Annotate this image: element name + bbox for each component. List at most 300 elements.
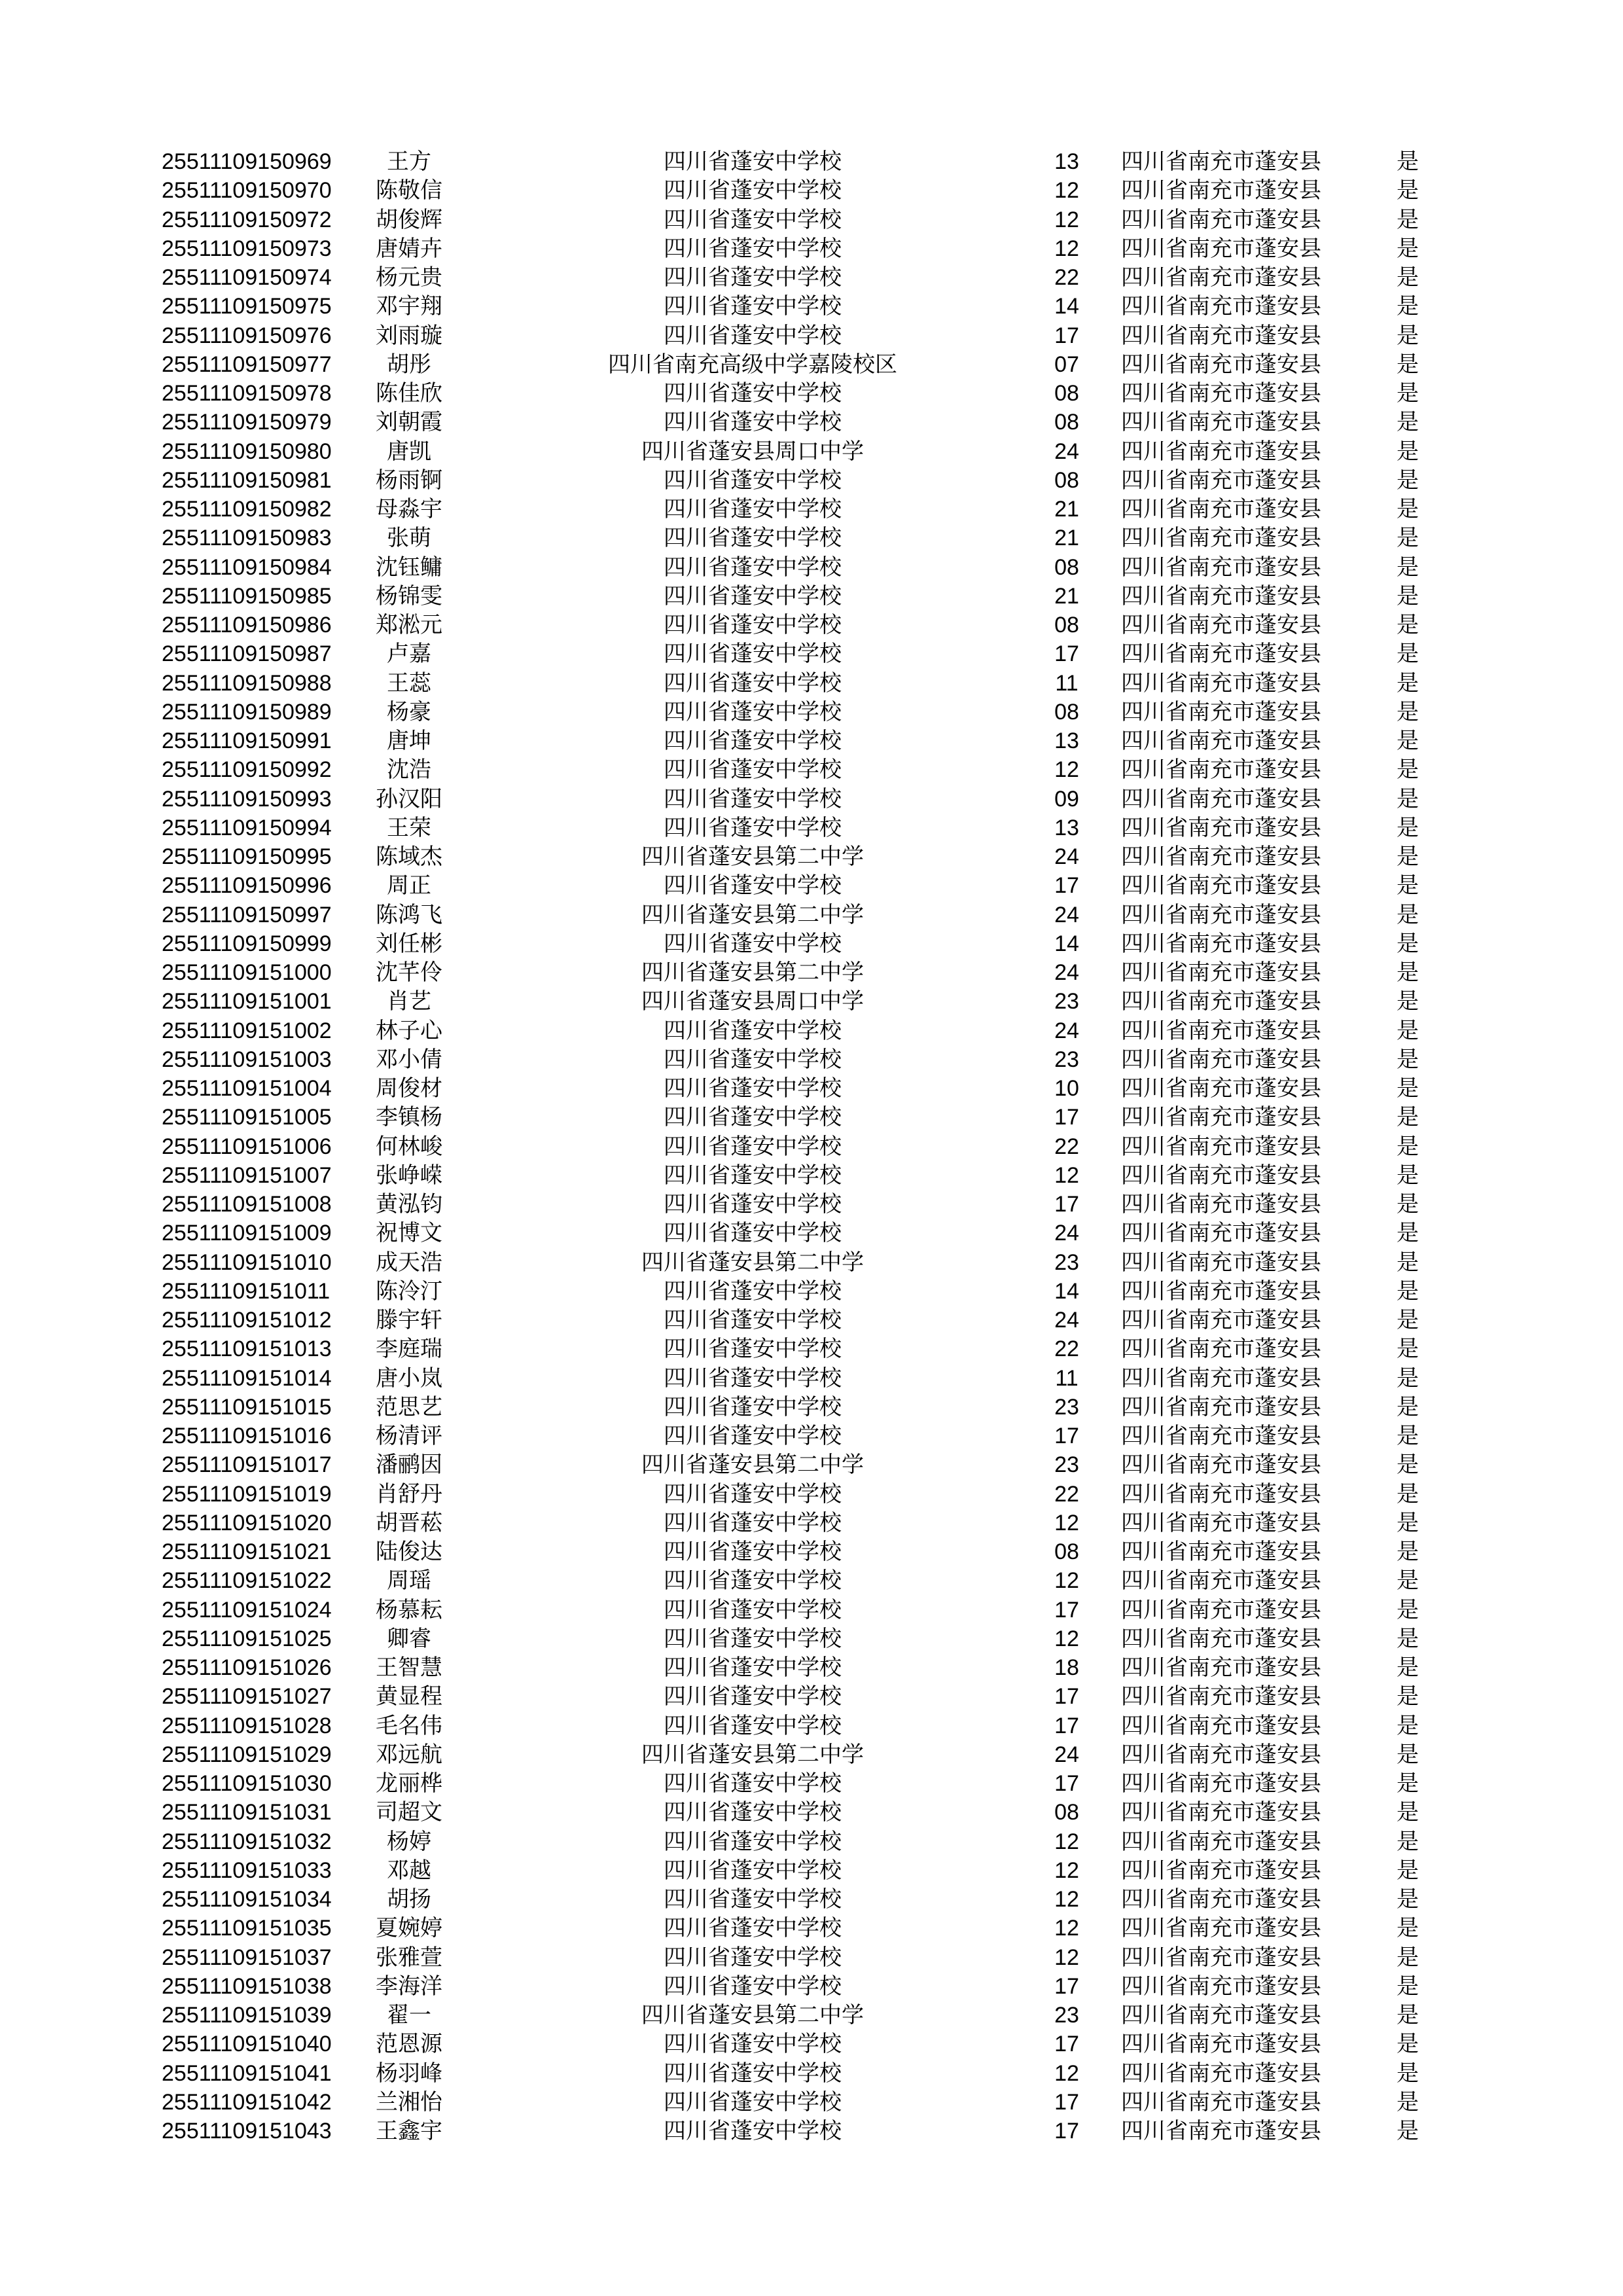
student-name-cell: 何林峻 [376, 1134, 442, 1159]
region-cell: 四川省南充市蓬安县 [1121, 351, 1321, 377]
table-row [0, 379, 1623, 408]
candidate-id-cell: 25511109151031 [162, 1800, 332, 1825]
student-name-cell: 沈芊伶 [376, 960, 442, 985]
school-cell: 四川省蓬安中学校 [664, 1829, 842, 1854]
school-cell: 四川省蓬安中学校 [664, 1800, 842, 1825]
table-row [0, 1712, 1623, 1740]
candidate-id-cell: 25511109150984 [162, 554, 332, 580]
candidate-id-cell: 25511109150993 [162, 786, 332, 812]
student-name-cell: 胡晋菘 [376, 1510, 442, 1535]
table-row [0, 987, 1623, 1016]
candidate-id-cell: 25511109150992 [162, 757, 332, 783]
school-cell: 四川省蓬安中学校 [664, 410, 842, 435]
flag-cell: 是 [1397, 1655, 1419, 1680]
region-cell: 四川省南充市蓬安县 [1121, 526, 1321, 551]
region-cell: 四川省南充市蓬安县 [1121, 699, 1321, 725]
student-name-cell: 王蕊 [387, 670, 431, 696]
student-name-cell: 母淼宇 [376, 497, 442, 522]
code-cell: 23 [1054, 1047, 1079, 1072]
table-row [0, 1161, 1623, 1190]
student-name-cell: 翟一 [387, 2003, 431, 2028]
student-name-cell: 周瑶 [387, 1568, 431, 1594]
code-cell: 24 [1054, 439, 1079, 464]
school-cell: 四川省蓬安县第二中学 [641, 2003, 864, 2028]
flag-cell: 是 [1397, 1857, 1419, 1883]
table-row [0, 408, 1623, 437]
flag-cell: 是 [1397, 786, 1419, 812]
student-name-cell: 张雅萱 [376, 1945, 442, 1970]
region-cell: 四川省南充市蓬安县 [1121, 1452, 1321, 1478]
code-cell: 17 [1054, 1713, 1079, 1738]
code-cell: 17 [1054, 1684, 1079, 1710]
school-cell: 四川省蓬安中学校 [664, 2119, 842, 2144]
school-cell: 四川省蓬安中学校 [664, 1481, 842, 1507]
table-row [0, 1943, 1623, 1972]
code-cell: 11 [1055, 670, 1079, 696]
school-cell: 四川省蓬安中学校 [664, 1684, 842, 1710]
region-cell: 四川省南充市蓬安县 [1121, 1047, 1321, 1072]
region-cell: 四川省南充市蓬安县 [1121, 1481, 1321, 1507]
code-cell: 24 [1054, 960, 1079, 985]
region-cell: 四川省南充市蓬安县 [1121, 1336, 1321, 1362]
table-row [0, 2059, 1623, 2088]
candidate-id-cell: 25511109151041 [162, 2060, 332, 2086]
table-row [0, 1682, 1623, 1711]
region-cell: 四川省南充市蓬安县 [1121, 2119, 1321, 2144]
student-name-cell: 李镇杨 [376, 1105, 442, 1130]
table-row [0, 1335, 1623, 1363]
code-cell: 08 [1054, 381, 1079, 406]
code-cell: 18 [1054, 1655, 1079, 1680]
region-cell: 四川省南充市蓬安县 [1121, 728, 1321, 753]
table-row [0, 1827, 1623, 1856]
flag-cell: 是 [1397, 1973, 1419, 1999]
student-name-cell: 周正 [387, 873, 431, 899]
table-row [0, 1364, 1623, 1393]
table-row [0, 2088, 1623, 2117]
code-cell: 12 [1054, 1857, 1079, 1883]
student-name-cell: 范恩源 [376, 2032, 442, 2057]
table-row [0, 785, 1623, 814]
school-cell: 四川省蓬安中学校 [664, 1278, 842, 1304]
code-cell: 12 [1054, 1887, 1079, 1912]
student-name-cell: 夏婉婷 [376, 1916, 442, 1941]
region-cell: 四川省南充市蓬安县 [1121, 178, 1321, 204]
code-cell: 13 [1054, 728, 1079, 753]
code-cell: 11 [1055, 1365, 1079, 1391]
region-cell: 四川省南充市蓬安县 [1121, 497, 1321, 522]
region-cell: 四川省南充市蓬安县 [1121, 1973, 1321, 1999]
region-cell: 四川省南充市蓬安县 [1121, 236, 1321, 261]
code-cell: 08 [1054, 554, 1079, 580]
candidate-id-cell: 25511109150983 [162, 526, 332, 551]
student-name-cell: 李庭瑞 [376, 1336, 442, 1362]
table-row [0, 611, 1623, 639]
candidate-id-cell: 25511109151002 [162, 1018, 332, 1043]
code-cell: 21 [1054, 526, 1079, 551]
region-cell: 四川省南充市蓬安县 [1121, 1539, 1321, 1564]
region-cell: 四川省南充市蓬安县 [1121, 2032, 1321, 2057]
candidate-id-cell: 25511109150986 [162, 613, 332, 637]
table-row [0, 1596, 1623, 1624]
flag-cell: 是 [1397, 1684, 1419, 1710]
student-name-cell: 范思艺 [376, 1394, 442, 1420]
candidate-id-cell: 25511109151008 [162, 1192, 332, 1217]
student-name-cell: 兰湘怡 [376, 2089, 442, 2115]
flag-cell: 是 [1397, 1162, 1419, 1188]
flag-cell: 是 [1397, 467, 1419, 493]
code-cell: 10 [1054, 1076, 1079, 1101]
code-cell: 21 [1054, 583, 1079, 609]
candidate-id-cell: 25511109151021 [162, 1539, 332, 1564]
region-cell: 四川省南充市蓬安县 [1121, 1655, 1321, 1680]
flag-cell: 是 [1397, 1568, 1419, 1594]
school-cell: 四川省蓬安中学校 [664, 1655, 842, 1680]
candidate-id-cell: 25511109151037 [162, 1945, 332, 1970]
code-cell: 12 [1054, 236, 1079, 261]
flag-cell: 是 [1397, 1365, 1419, 1391]
student-name-cell: 孙汉阳 [376, 786, 442, 812]
student-name-cell: 陈泠汀 [376, 1278, 442, 1304]
flag-cell: 是 [1397, 323, 1419, 348]
candidate-id-cell: 25511109151015 [162, 1394, 332, 1420]
code-cell: 17 [1054, 2119, 1079, 2144]
region-cell: 四川省南充市蓬安县 [1121, 1626, 1321, 1651]
table-row [0, 263, 1623, 292]
table-row [0, 1074, 1623, 1103]
table-row [0, 726, 1623, 755]
student-name-cell: 陆俊达 [376, 1539, 442, 1564]
table-row [0, 1885, 1623, 1914]
code-cell: 12 [1054, 1829, 1079, 1854]
school-cell: 四川省蓬安中学校 [664, 1973, 842, 1999]
region-cell: 四川省南充市蓬安县 [1121, 1887, 1321, 1912]
table-row [0, 1132, 1623, 1161]
school-cell: 四川省蓬安中学校 [664, 467, 842, 493]
student-name-cell: 龙丽桦 [376, 1771, 442, 1796]
table-row [0, 1190, 1623, 1219]
school-cell: 四川省蓬安中学校 [664, 526, 842, 551]
region-cell: 四川省南充市蓬安县 [1121, 1568, 1321, 1594]
table-row [0, 350, 1623, 379]
flag-cell: 是 [1397, 351, 1419, 377]
flag-cell: 是 [1397, 583, 1419, 609]
school-cell: 四川省蓬安中学校 [664, 1771, 842, 1796]
table-row [0, 871, 1623, 900]
flag-cell: 是 [1397, 381, 1419, 406]
flag-cell: 是 [1397, 149, 1419, 174]
candidate-id-cell: 25511109150980 [162, 439, 332, 464]
table-row [0, 321, 1623, 350]
candidate-id-cell: 25511109151042 [162, 2089, 332, 2115]
candidate-id-cell: 25511109150979 [162, 410, 332, 435]
flag-cell: 是 [1397, 2060, 1419, 2086]
code-cell: 12 [1054, 1162, 1079, 1188]
region-cell: 四川省南充市蓬安县 [1121, 467, 1321, 493]
school-cell: 四川省蓬安中学校 [664, 1018, 842, 1043]
region-cell: 四川省南充市蓬安县 [1121, 1916, 1321, 1941]
code-cell: 17 [1054, 873, 1079, 899]
table-row [0, 814, 1623, 842]
flag-cell: 是 [1397, 1336, 1419, 1362]
code-cell: 17 [1054, 1105, 1079, 1130]
table-row [0, 1393, 1623, 1422]
table-row [0, 1856, 1623, 1885]
candidate-id-cell: 25511109151024 [162, 1597, 332, 1623]
student-name-cell: 杨锦雯 [376, 583, 442, 609]
table-row [0, 1914, 1623, 1943]
student-name-cell: 杨清评 [376, 1424, 442, 1448]
region-cell: 四川省南充市蓬安县 [1121, 1771, 1321, 1796]
school-cell: 四川省蓬安中学校 [664, 1192, 842, 1217]
student-name-cell: 杨婷 [387, 1829, 431, 1854]
candidate-id-cell: 25511109151034 [162, 1887, 332, 1912]
school-cell: 四川省蓬安中学校 [664, 1394, 842, 1420]
code-cell: 14 [1054, 1278, 1079, 1304]
region-cell: 四川省南充市蓬安县 [1121, 1800, 1321, 1825]
student-name-cell: 沈钰鳙 [376, 554, 442, 580]
school-cell: 四川省蓬安中学校 [664, 2032, 842, 2057]
school-cell: 四川省蓬安县第二中学 [641, 844, 864, 869]
table-row [0, 1798, 1623, 1827]
flag-cell: 是 [1397, 1047, 1419, 1072]
candidate-id-cell: 25511109150999 [162, 931, 332, 956]
candidate-id-cell: 25511109151010 [162, 1249, 332, 1275]
candidate-id-cell: 25511109151001 [162, 989, 332, 1014]
region-cell: 四川省南充市蓬安县 [1121, 1249, 1321, 1275]
student-name-cell: 唐小岚 [376, 1365, 442, 1391]
flag-cell: 是 [1397, 1076, 1419, 1101]
roster-table [0, 147, 1623, 2145]
code-cell: 23 [1054, 2003, 1079, 2028]
code-cell: 14 [1054, 931, 1079, 956]
flag-cell: 是 [1397, 1424, 1419, 1448]
table-row [0, 2001, 1623, 2030]
table-row [0, 698, 1623, 726]
flag-cell: 是 [1397, 1221, 1419, 1246]
flag-cell: 是 [1397, 1945, 1419, 1970]
student-name-cell: 李海洋 [376, 1973, 442, 1999]
flag-cell: 是 [1397, 844, 1419, 869]
school-cell: 四川省蓬安中学校 [664, 1945, 842, 1970]
flag-cell: 是 [1397, 554, 1419, 580]
flag-cell: 是 [1397, 2119, 1419, 2144]
flag-cell: 是 [1397, 1278, 1419, 1304]
region-cell: 四川省南充市蓬安县 [1121, 1713, 1321, 1738]
code-cell: 24 [1054, 1742, 1079, 1767]
student-name-cell: 邓小倩 [376, 1047, 442, 1072]
candidate-id-cell: 25511109151005 [162, 1105, 332, 1130]
region-cell: 四川省南充市蓬安县 [1121, 1105, 1321, 1130]
region-cell: 四川省南充市蓬安县 [1121, 1308, 1321, 1333]
student-name-cell: 毛名伟 [376, 1713, 442, 1738]
region-cell: 四川省南充市蓬安县 [1121, 381, 1321, 406]
school-cell: 四川省蓬安中学校 [664, 1916, 842, 1941]
candidate-id-cell: 25511109150997 [162, 902, 332, 927]
school-cell: 四川省蓬安中学校 [664, 2089, 842, 2115]
table-row [0, 206, 1623, 234]
code-cell: 17 [1054, 2032, 1079, 2057]
code-cell: 23 [1054, 989, 1079, 1014]
code-cell: 21 [1054, 497, 1079, 522]
student-name-cell: 王智慧 [376, 1655, 442, 1680]
student-name-cell: 邓宇翔 [376, 294, 442, 319]
student-name-cell: 唐坤 [387, 728, 431, 753]
table-row [0, 755, 1623, 784]
school-cell: 四川省蓬安中学校 [664, 757, 842, 783]
candidate-id-cell: 25511109150972 [162, 207, 332, 232]
candidate-id-cell: 25511109150977 [162, 351, 332, 377]
code-cell: 12 [1054, 757, 1079, 783]
candidate-id-cell: 25511109151027 [162, 1684, 332, 1710]
student-name-cell: 陈敬信 [376, 178, 442, 204]
student-name-cell: 黄显程 [376, 1684, 442, 1710]
candidate-id-cell: 25511109151003 [162, 1047, 332, 1072]
code-cell: 17 [1054, 641, 1079, 667]
table-row [0, 1624, 1623, 1653]
flag-cell: 是 [1397, 294, 1419, 319]
school-cell: 四川省蓬安中学校 [664, 1424, 842, 1448]
candidate-id-cell: 25511109151039 [162, 2003, 332, 2028]
flag-cell: 是 [1397, 670, 1419, 696]
table-row [0, 1769, 1623, 1798]
table-row [0, 958, 1623, 987]
student-name-cell: 郑淞元 [376, 613, 442, 637]
student-name-cell: 肖艺 [387, 989, 431, 1014]
flag-cell: 是 [1397, 1771, 1419, 1796]
table-row [0, 639, 1623, 668]
flag-cell: 是 [1397, 757, 1419, 783]
region-cell: 四川省南充市蓬安县 [1121, 2060, 1321, 2086]
flag-cell: 是 [1397, 1481, 1419, 1507]
candidate-id-cell: 25511109150988 [162, 670, 332, 696]
code-cell: 12 [1054, 1626, 1079, 1651]
region-cell: 四川省南充市蓬安县 [1121, 2003, 1321, 2028]
flag-cell: 是 [1397, 815, 1419, 840]
student-name-cell: 唐凯 [387, 439, 431, 464]
code-cell: 13 [1054, 815, 1079, 840]
student-name-cell: 杨雨锕 [376, 467, 442, 493]
student-name-cell: 陈域杰 [376, 844, 442, 869]
flag-cell: 是 [1397, 1742, 1419, 1767]
student-name-cell: 祝博文 [376, 1221, 442, 1246]
candidate-id-cell: 25511109151022 [162, 1568, 332, 1594]
student-name-cell: 唐婧卉 [376, 236, 442, 261]
table-row [0, 582, 1623, 611]
region-cell: 四川省南充市蓬安县 [1121, 989, 1321, 1014]
table-row [0, 901, 1623, 929]
school-cell: 四川省蓬安中学校 [664, 786, 842, 812]
candidate-id-cell: 25511109151028 [162, 1713, 332, 1738]
candidate-id-cell: 25511109150994 [162, 815, 332, 840]
code-cell: 09 [1054, 786, 1079, 812]
region-cell: 四川省南充市蓬安县 [1121, 2089, 1321, 2115]
candidate-id-cell: 25511109150981 [162, 467, 332, 493]
school-cell: 四川省蓬安县周口中学 [641, 989, 864, 1014]
code-cell: 17 [1054, 1771, 1079, 1796]
region-cell: 四川省南充市蓬安县 [1121, 294, 1321, 319]
school-cell: 四川省蓬安县第二中学 [641, 1452, 864, 1478]
candidate-id-cell: 25511109150991 [162, 728, 332, 753]
candidate-id-cell: 25511109151030 [162, 1771, 332, 1796]
flag-cell: 是 [1397, 1308, 1419, 1333]
table-row [0, 292, 1623, 321]
candidate-id-cell: 25511109151043 [162, 2119, 332, 2144]
region-cell: 四川省南充市蓬安县 [1121, 323, 1321, 348]
school-cell: 四川省蓬安中学校 [664, 554, 842, 580]
school-cell: 四川省蓬安中学校 [664, 1308, 842, 1333]
school-cell: 四川省蓬安中学校 [664, 815, 842, 840]
code-cell: 17 [1054, 1424, 1079, 1448]
candidate-id-cell: 25511109150987 [162, 641, 332, 667]
region-cell: 四川省南充市蓬安县 [1121, 1018, 1321, 1043]
school-cell: 四川省蓬安县第二中学 [641, 1742, 864, 1767]
candidate-id-cell: 25511109151011 [162, 1278, 330, 1304]
school-cell: 四川省蓬安中学校 [664, 381, 842, 406]
code-cell: 12 [1054, 178, 1079, 204]
school-cell: 四川省蓬安中学校 [664, 583, 842, 609]
student-name-cell: 张萌 [387, 526, 431, 551]
student-name-cell: 邓远航 [376, 1742, 442, 1767]
table-row [0, 669, 1623, 698]
flag-cell: 是 [1397, 873, 1419, 899]
candidate-id-cell: 25511109151038 [162, 1973, 332, 1999]
code-cell: 22 [1054, 1481, 1079, 1507]
code-cell: 12 [1054, 2060, 1079, 2086]
school-cell: 四川省蓬安中学校 [664, 1134, 842, 1159]
school-cell: 四川省蓬安中学校 [664, 265, 842, 290]
region-cell: 四川省南充市蓬安县 [1121, 873, 1321, 899]
region-cell: 四川省南充市蓬安县 [1121, 1742, 1321, 1767]
student-name-cell: 张峥嵘 [376, 1162, 442, 1188]
student-name-cell: 胡俊辉 [376, 207, 442, 232]
code-cell: 24 [1054, 1221, 1079, 1246]
flag-cell: 是 [1397, 1249, 1419, 1275]
school-cell: 四川省蓬安中学校 [664, 1510, 842, 1535]
region-cell: 四川省南充市蓬安县 [1121, 439, 1321, 464]
student-name-cell: 刘雨璇 [376, 323, 442, 348]
school-cell: 四川省蓬安中学校 [664, 1336, 842, 1362]
candidate-id-cell: 25511109151000 [162, 960, 332, 985]
school-cell: 四川省蓬安中学校 [664, 1626, 842, 1651]
region-cell: 四川省南充市蓬安县 [1121, 1162, 1321, 1188]
flag-cell: 是 [1397, 236, 1419, 261]
candidate-id-cell: 25511109151007 [162, 1162, 332, 1188]
candidate-id-cell: 25511109151012 [162, 1308, 332, 1333]
flag-cell: 是 [1397, 1018, 1419, 1043]
school-cell: 四川省蓬安中学校 [664, 670, 842, 696]
region-cell: 四川省南充市蓬安县 [1121, 1857, 1321, 1883]
flag-cell: 是 [1397, 2003, 1419, 2028]
candidate-id-cell: 25511109151040 [162, 2032, 332, 2057]
school-cell: 四川省蓬安中学校 [664, 1221, 842, 1246]
flag-cell: 是 [1397, 699, 1419, 725]
candidate-id-cell: 25511109151009 [162, 1221, 332, 1246]
table-row [0, 1450, 1623, 1479]
student-name-cell: 陈佳欣 [376, 381, 442, 406]
student-name-cell: 卢嘉 [387, 641, 431, 667]
school-cell: 四川省蓬安中学校 [664, 149, 842, 174]
region-cell: 四川省南充市蓬安县 [1121, 1597, 1321, 1623]
flag-cell: 是 [1397, 1539, 1419, 1564]
candidate-id-cell: 25511109150975 [162, 294, 332, 319]
flag-cell: 是 [1397, 265, 1419, 290]
school-cell: 四川省蓬安县周口中学 [641, 439, 864, 464]
student-name-cell: 杨慕耘 [376, 1597, 442, 1623]
school-cell: 四川省蓬安中学校 [664, 613, 842, 637]
code-cell: 17 [1054, 2089, 1079, 2115]
student-name-cell: 陈鸿飞 [376, 902, 442, 927]
